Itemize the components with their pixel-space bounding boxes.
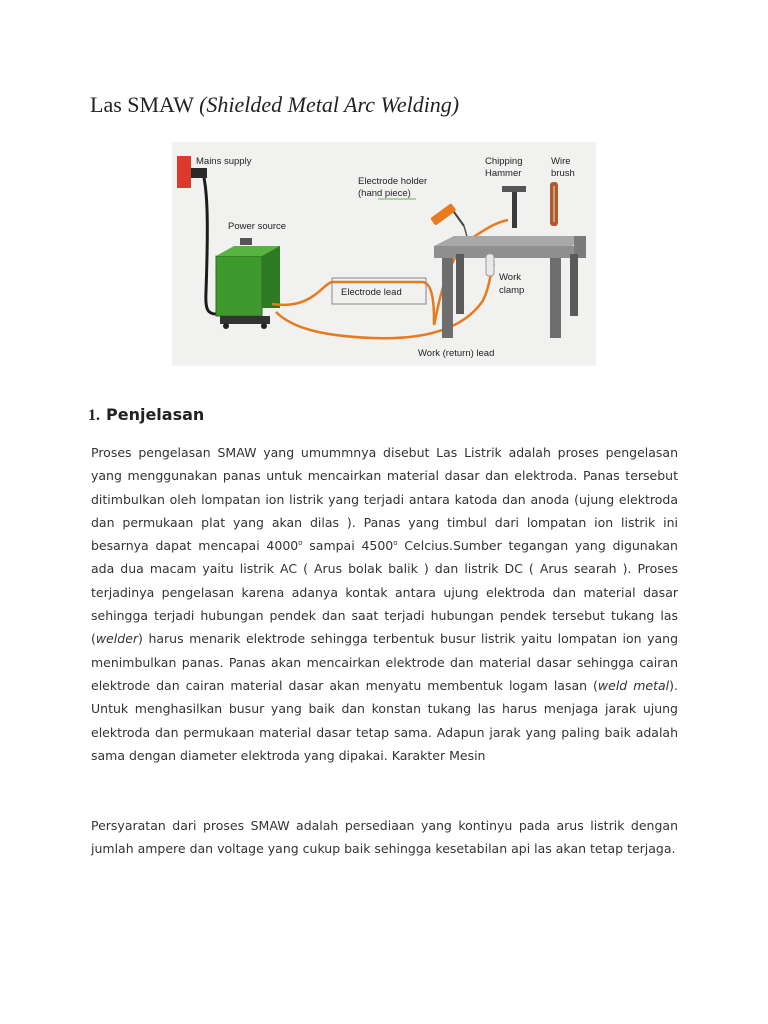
section-number: 1. <box>88 407 100 424</box>
label-wire-line1: Wire <box>551 156 571 167</box>
paragraph-persyaratan: Persyaratan dari proses SMAW adalah persediaan yang kontinyu pada arus listrik dengan jumlah ampere dan voltage yang cukup baik sehingga kesetabilan api las akan tetap terjaga. <box>91 818 678 857</box>
degree-mark: o <box>393 539 398 548</box>
label-electrode-holder-line2: (hand piece) <box>358 188 411 199</box>
label-electrode-holder-line1: Electrode holder <box>358 176 428 187</box>
label-electrode-lead: Electrode lead <box>341 287 402 298</box>
label-mains-supply: Mains supply <box>196 156 252 167</box>
p1-text-4: ) harus menarik elektrode sehingga terbentuk busur listrik yaitu lompatan ion yang menimbulkan panas. Panas akan mencairkan elektrode dan material dasar sehingga cairan elektrode dan cairan material dasar akan menyatu membentuk logam lasan ( <box>91 631 678 693</box>
label-work-clamp-line2: clamp <box>499 285 525 296</box>
p1-text-5: ). Untuk menghasilkan busur yang baik dan konstan tukang las harus menjaga jarak ujung elektroda dan permukaan material dasar tetap sama. Adapun jarak yang paling baik adalah sama dengan diameter elektroda yang dipakai. Karakter Mesin <box>91 677 678 763</box>
label-chipping-line1: Chipping <box>485 156 523 167</box>
p1-text-3: Celcius.Sumber tegangan yang digunakan ada dua macam yaitu listrik AC ( Arus bolak balik ) dan listrik DC ( Arus searah ). Proses terjadinya pengelasan karena adanya kontak antara ujung elektroda dan material dasar sehingga terjadi hubungan pendek dan saat terjadi hubungan pendek tersebut tukang las ( <box>91 538 678 647</box>
smaw-diagram <box>172 142 596 366</box>
degree-mark: o <box>298 539 303 548</box>
label-chipping-line2: Hammer <box>485 168 522 179</box>
page-title <box>90 92 459 118</box>
label-work-return-lead: Work (return) lead <box>418 348 495 359</box>
work-clamp <box>486 254 494 276</box>
section-title: Penjelasan <box>106 405 205 424</box>
term-weld-metal: weld metal <box>597 677 670 693</box>
section-heading <box>88 400 204 427</box>
label-work-clamp-line1: Work <box>499 272 521 283</box>
wire-brush <box>550 182 558 226</box>
label-power-source: Power source <box>228 221 287 232</box>
title-main: Las SMAW <box>90 92 194 117</box>
label-wire-line2: brush <box>551 168 575 179</box>
p1-text-2: sampai 4500 <box>302 538 394 554</box>
title-subtitle: (Shielded Metal Arc Welding) <box>199 92 460 117</box>
p1-text-1: Proses pengelasan SMAW yang umummnya disebut Las Listrik adalah proses pengelasan yang menggunakan panas untuk mencairkan material dasar dan elektroda. Panas tersebut ditimbulkan oleh lompatan ion listrik yang terjadi antara katoda dan anoda (ujung elektroda dan permukaan plat yang akan dilas ). Panas yang timbul dari lompatan ion listrik ini besarnya dapat mencapai 4000 <box>91 445 678 554</box>
term-welder: welder <box>95 631 139 647</box>
paragraph-penjelasan <box>91 441 678 767</box>
